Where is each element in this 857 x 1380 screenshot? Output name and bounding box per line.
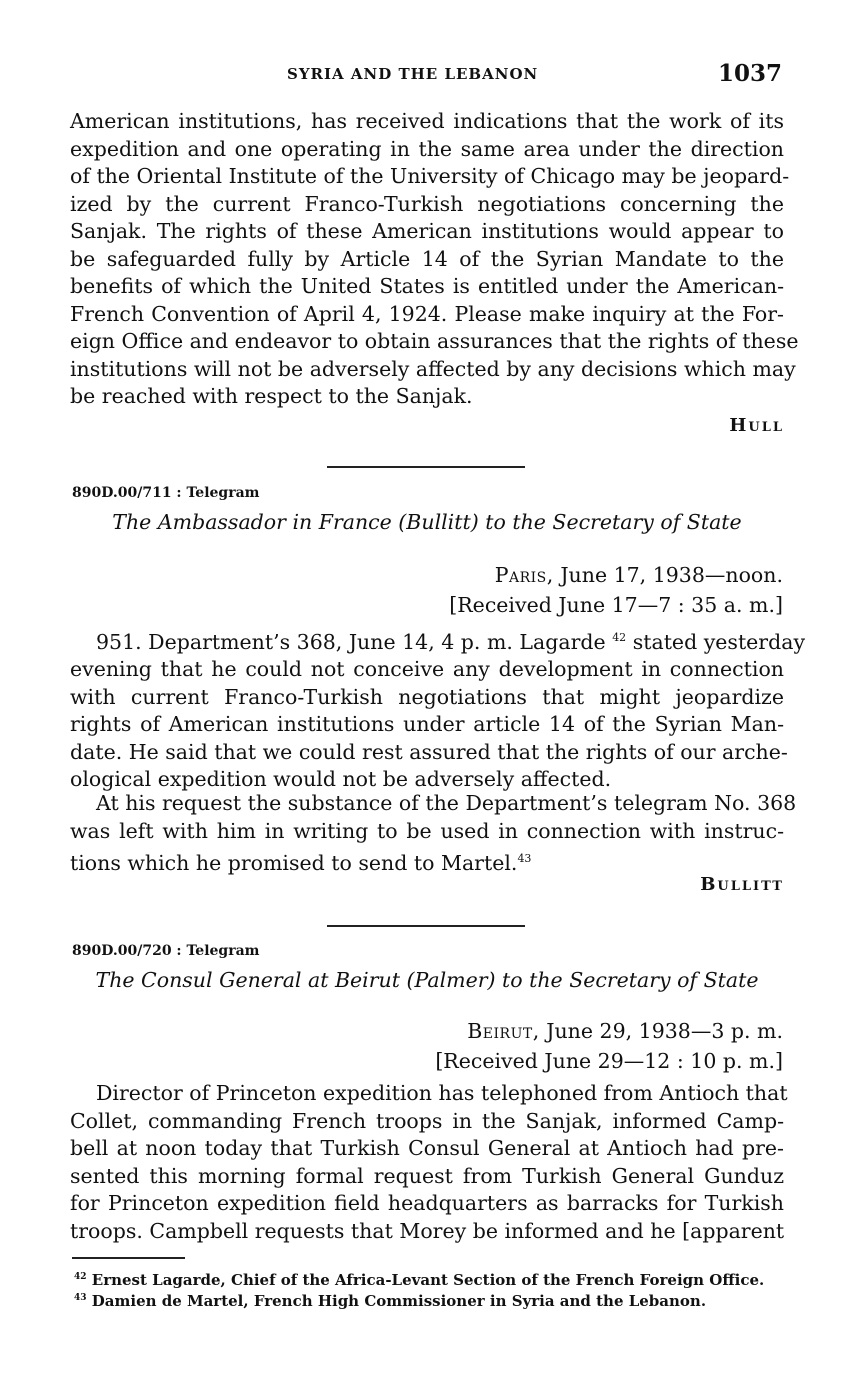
footnote-text: Damien de Martel, French High Commissioner in Syria and the Lebanon. (91, 1292, 707, 1310)
dateline-received: [Received June 29—12 : 10 p. m.] (435, 1049, 783, 1073)
text-line: with current Franco-Turkish negotiations that might jeopardize (70, 684, 784, 709)
telegram-paragraph (70, 790, 797, 877)
document-id: 890D.00/711 : Telegram (72, 485, 260, 501)
footnote-ref[interactable]: 42 (612, 631, 627, 644)
text-line: sented this morning formal request from Turkish General Gunduz (70, 1163, 784, 1188)
para-last: tions which he promised to send to Martel. (70, 850, 518, 875)
text-line: was left with him in writing to be used in connection with instruc- (70, 818, 784, 843)
dateline (449, 560, 783, 620)
dateline-received: [Received June 17—7 : 35 a. m.] (449, 593, 783, 617)
dateline-sent (449, 560, 783, 590)
text-line: evening that he could not conceive any development in connection (70, 657, 784, 682)
footnotes (74, 1268, 788, 1310)
text-line: eign Office and endeavor to obtain assurances that the rights of these (70, 329, 799, 353)
signature-bullitt: Bullitt (700, 874, 784, 895)
dateline-place: Paris, (494, 563, 554, 587)
footnote-marker: 43 (74, 1293, 87, 1303)
text-line: bell at noon today that Turkish Consul General at Antioch had pre- (70, 1136, 784, 1160)
text-line: rights of American institutions under article 14 of the Syrian Man- (70, 712, 784, 737)
text-line (70, 624, 806, 656)
dateline-place: Beirut, (467, 1019, 540, 1043)
document-id: 890D.00/720 : Telegram (72, 943, 260, 959)
text-line: At his request the substance of the Department’s telegram No. 368 (96, 791, 797, 815)
dateline-date: June 29, 1938—3 p. m. (546, 1019, 783, 1043)
footnote-divider (72, 1257, 185, 1259)
document-title: The Ambassador in France (Bullitt) to the Secretary of State (112, 510, 742, 534)
telegram-paragraph (70, 624, 806, 794)
text-line: institutions will not be adversely affected by any decisions which may (70, 356, 796, 381)
text-line: date. He said that we could rest assured that the rights of our arche- (70, 739, 788, 764)
text-line: be reached with respect to the Sanjak. (70, 384, 473, 408)
text-line (70, 845, 784, 877)
text-line: troops. Campbell requests that Morey be informed and he [apparent (70, 1218, 785, 1243)
page-number: 1037 (717, 60, 782, 87)
para-start: 951. Department’s 368, June 14, 4 p. m. Lagarde (96, 629, 606, 654)
continued-paragraph (70, 108, 799, 411)
footnote-marker: 42 (74, 1272, 87, 1282)
section-divider (327, 925, 525, 927)
text-line: Sanjak. The rights of these American institutions would appear to (70, 219, 784, 243)
document-title: The Consul General at Beirut (Palmer) to the Secretary of State (95, 968, 759, 992)
text-line: ological expedition would not be adversely affected. (70, 767, 612, 792)
footnote-42 (74, 1268, 788, 1289)
dateline (435, 1016, 783, 1076)
text-line: benefits of which the United States is entitled under the American- (70, 274, 784, 298)
text-line: for Princeton expedition field headquarters as barracks for Turkish (70, 1191, 784, 1215)
para-rest: stated yesterday (632, 629, 806, 654)
text-line: ized by the current Franco-Turkish negotiations concerning the (70, 191, 784, 216)
footnote-43 (74, 1289, 788, 1310)
text-line: be safeguarded fully by Article 14 of the Syrian Mandate to the (70, 246, 784, 271)
footnote-text: Ernest Lagarde, Chief of the Africa-Levant Section of the French Foreign Office. (91, 1271, 765, 1289)
footnote-ref[interactable]: 43 (517, 852, 532, 865)
text-line: of the Oriental Institute of the University of Chicago may be jeopard- (70, 164, 790, 188)
text-line: Collet, commanding French troops in the Sanjak, informed Camp- (70, 1108, 784, 1133)
dateline-sent (435, 1016, 783, 1046)
signature-hull: Hull (729, 415, 784, 436)
running-head (70, 60, 784, 94)
text-line: French Convention of April 4, 1924. Please make inquiry at the For- (70, 301, 784, 326)
text-line: Director of Princeton expedition has telephoned from Antioch that (96, 1081, 788, 1105)
dateline-date: June 17, 1938—noon. (560, 563, 783, 587)
telegram-paragraph (70, 1080, 788, 1245)
section-divider (327, 466, 525, 468)
running-title: SYRIA AND THE LEBANON (287, 65, 539, 83)
text-line: expedition and one operating in the same area under the direction (70, 136, 784, 161)
text-line: American institutions, has received indications that the work of its (70, 109, 784, 133)
